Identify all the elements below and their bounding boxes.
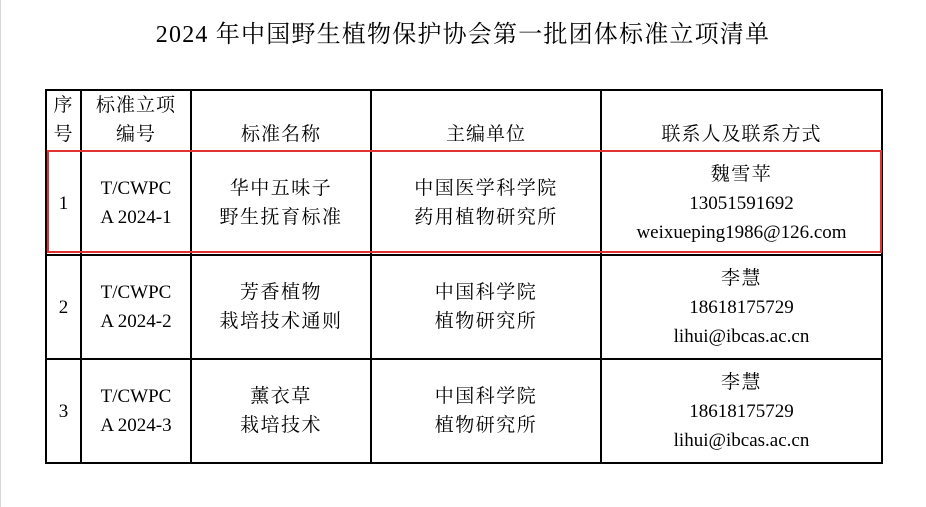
lead-unit-line: 中国科学院: [434, 282, 538, 303]
contact-name: 魏雪苹: [710, 163, 773, 185]
row-standard-name: [191, 359, 371, 463]
standard-number-line: A 2024-2: [100, 311, 172, 332]
row-index: 1: [46, 151, 81, 255]
table-row: [46, 359, 882, 463]
header-lead-unit: 主编单位: [371, 90, 601, 151]
header-index-line: 号: [53, 124, 74, 145]
standard-number-line: T/CWPC: [100, 282, 172, 303]
standard-name-line: 栽培技术: [239, 415, 322, 436]
contact-email[interactable]: lihui@ibcas.ac.cn: [673, 325, 810, 347]
lead-unit-line: 药用植物研究所: [414, 207, 558, 228]
standard-name-line: 野生抚育标准: [219, 207, 343, 228]
table-row: [46, 151, 882, 255]
contact-phone: 13051591692: [689, 192, 794, 214]
row-lead-unit: [371, 359, 601, 463]
row-standard-name: [191, 151, 371, 255]
standard-name-line: 栽培技术通则: [219, 311, 343, 332]
contact-email[interactable]: lihui@ibcas.ac.cn: [673, 429, 810, 451]
header-standard-number-line: 编号: [115, 124, 156, 145]
contact-email[interactable]: weixueping1986@126.com: [636, 221, 847, 243]
header-standard-name: 标准名称: [191, 90, 371, 151]
row-standard-name: [191, 255, 371, 359]
standard-name-line: 芳香植物: [239, 282, 322, 303]
row-standard-number: [81, 151, 191, 255]
standard-name-line: 薰衣草: [250, 386, 312, 407]
row-index: 3: [46, 359, 81, 463]
row-lead-unit: [371, 255, 601, 359]
standard-name-line: 华中五味子: [229, 178, 333, 199]
header-index-line: 序: [53, 95, 74, 116]
row-lead-unit: [371, 151, 601, 255]
document-title: 2024 年中国野生植物保护协会第一批团体标准立项清单: [155, 22, 771, 48]
lead-unit-line: 中国医学科学院: [414, 178, 558, 199]
page-left-edge: [0, 0, 1, 507]
row-contact: [601, 255, 882, 359]
header-standard-number-line: 标准立项: [95, 95, 176, 116]
contact-name: 李慧: [720, 267, 762, 289]
contact-name: 李慧: [720, 371, 762, 393]
standards-table: [45, 89, 883, 464]
table-row: [46, 255, 882, 359]
header-standard-number: [81, 90, 191, 151]
standard-number-line: T/CWPC: [100, 386, 172, 407]
lead-unit-line: 植物研究所: [434, 415, 538, 436]
row-index: 2: [46, 255, 81, 359]
standard-number-line: A 2024-1: [100, 207, 172, 228]
standard-number-line: A 2024-3: [100, 415, 172, 436]
contact-phone: 18618175729: [689, 296, 794, 318]
header-index: [46, 90, 81, 151]
row-standard-number: [81, 359, 191, 463]
contact-phone: 18618175729: [689, 400, 794, 422]
standard-number-line: T/CWPC: [100, 178, 172, 199]
row-contact: [601, 359, 882, 463]
header-contact: 联系人及联系方式: [601, 90, 882, 151]
lead-unit-line: 中国科学院: [434, 386, 538, 407]
row-standard-number: [81, 255, 191, 359]
table-header-row: [46, 90, 882, 151]
lead-unit-line: 植物研究所: [434, 311, 538, 332]
row-contact: [601, 151, 882, 255]
